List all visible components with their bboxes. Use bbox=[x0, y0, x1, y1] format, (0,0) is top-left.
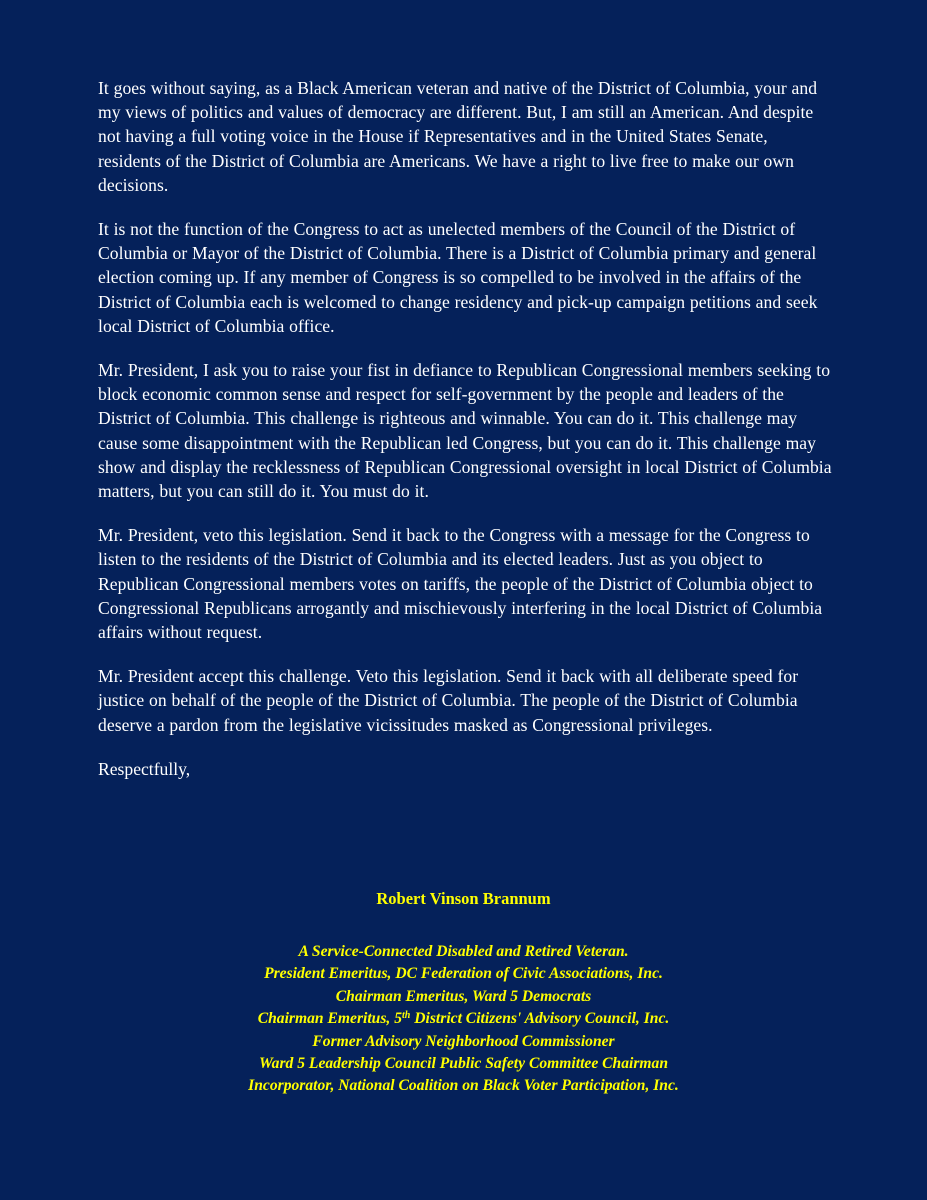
signature-title-line: Ward 5 Leadership Council Public Safety Committee Chairman bbox=[258, 1055, 669, 1073]
signature-title-line: President Emeritus, DC Federation of Civic Associations, Inc. bbox=[264, 965, 663, 983]
title-text: Chairman Emeritus, 5 bbox=[257, 1010, 403, 1028]
signature-title-line: Chairman Emeritus, Ward 5 Democrats bbox=[335, 987, 592, 1005]
letter-paragraph: It is not the function of the Congress to act as unelected members of the Council of the District of Columbia or Mayor of the District of Columbia. There is a District of Columbia primary and general election coming up. If any member of Congress is so compelled to be involved in the affairs of the District of Columbia each is welcomed to change residency and pick-up campaign petitions and seek local District of Columbia office. bbox=[98, 219, 818, 336]
title-text: District Citizens' Advisory Council, Inc. bbox=[410, 1010, 670, 1028]
letter-paragraph: Mr. President, veto this legislation. Send it back to the Congress with a message for the Congress to listen to the residents of the District of Columbia and its elected leaders. Just as you object to Republican Congressional members votes on tariffs, the people of the District of Columbia object to Congressional Republicans arrogantly and mischievously interfering in the local District of Columbia affairs without request. bbox=[98, 525, 823, 643]
closing-salutation: Respectfully, bbox=[98, 758, 191, 779]
signature-title-line: Former Advisory Neighborhood Commissioner bbox=[312, 1032, 615, 1050]
signature-title-line bbox=[0, 1008, 927, 1030]
letter-paragraph: Mr. President accept this challenge. Veto this legislation. Send it back with all deliberate speed for justice on behalf of the people of the District of Columbia. The people of the District of Columbia deserve a pardon from the legislative vicissitudes masked as Congressional privileges. bbox=[98, 666, 799, 735]
signature-titles bbox=[0, 941, 927, 1098]
ordinal-superscript: th bbox=[402, 1010, 411, 1022]
letter-paragraph: Mr. President, I ask you to raise your fist in defiance to Republican Congressional members seeking to block economic common sense and respect for self-government by the people and leaders of the District of Columbia. This challenge is righteous and winnable. You can do it. This challenge may cause some disappointment with the Republican led Congress, but you can do it. This challenge may show and display the recklessness of Republican Congressional oversight in local District of Columbia matters, but you can still do it. You must do it. bbox=[98, 360, 832, 502]
signature-title-line: A Service-Connected Disabled and Retired Veteran. bbox=[298, 943, 629, 960]
letter-paragraph: It goes without saying, as a Black American veteran and native of the District of Columbia, your and my views of politics and values of democracy are different. But, I am still an American. And despite not having a full voting voice in the House if Representatives and in the United States Senate, residents of the District of Columbia are Americans. We have a right to live free to make our own decisions. bbox=[98, 78, 818, 195]
letter-body bbox=[98, 76, 834, 781]
signature-title-line: Incorporator, National Coalition on Black Voter Participation, Inc. bbox=[248, 1077, 679, 1095]
signature-name: Robert Vinson Brannum bbox=[376, 889, 551, 908]
